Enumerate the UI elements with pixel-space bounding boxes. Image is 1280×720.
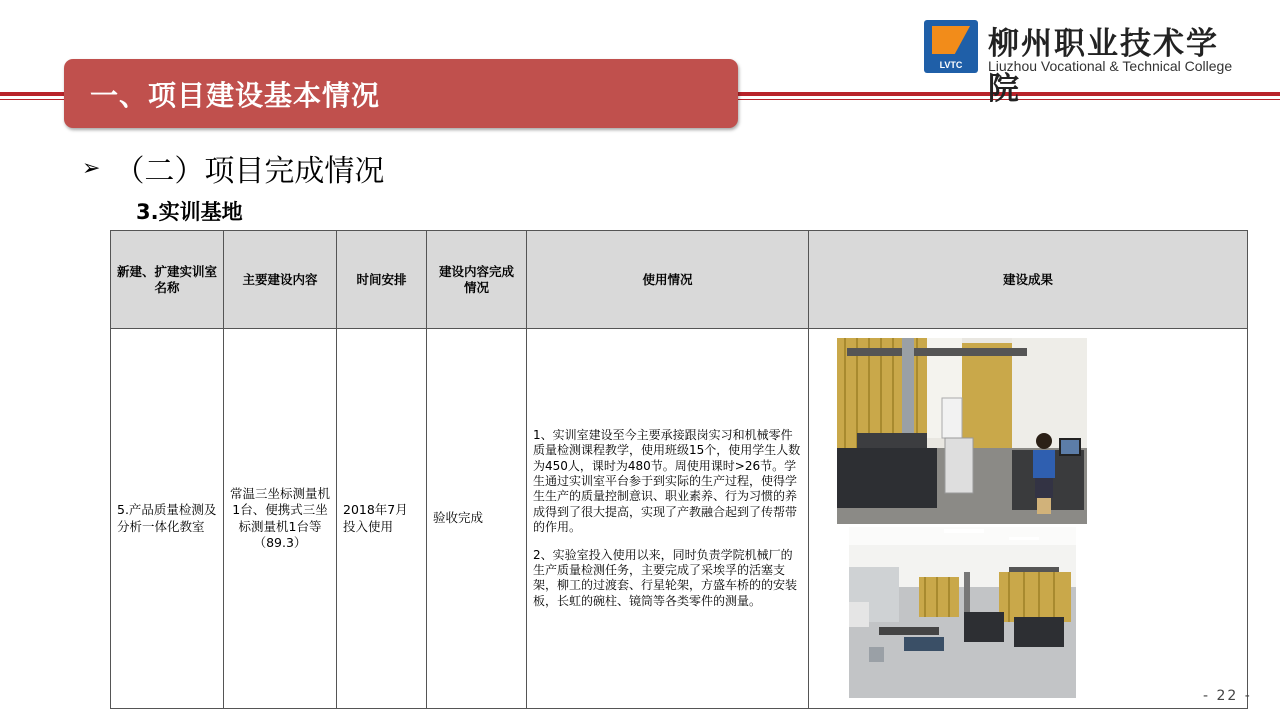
cell-completion: 验收完成	[427, 329, 527, 709]
training-base-table	[110, 230, 1248, 709]
usage-paragraph: 1、实训室建设至今主要承接跟岗实习和机械零件质量检测课程教学，使用班级15个，使用学生人数为450人，课时为480节。周使用课时>26节。学生通过实训室平台参于到实际的生产过程，使得学生生产的质量控制意识、职业素养、行为习惯的养成得到了很大提高，实现了产教融合起到了传帮带的作用。	[533, 428, 801, 535]
logo-badge-text: LVTC	[939, 60, 963, 70]
section-heading-text: （二）项目完成情况	[114, 154, 385, 189]
logo-name-cn: 柳州职业技术学院	[988, 26, 1219, 107]
sub-heading: 3.实训基地	[136, 200, 243, 224]
lvtc-logo-icon	[924, 20, 978, 73]
page-title: 一、项目建设基本情况	[90, 78, 381, 112]
logo-name-en: Liuzhou Vocational & Technical College	[988, 58, 1233, 74]
table-row	[111, 329, 1248, 709]
page-number: - 22 -	[1203, 688, 1252, 704]
cell-schedule: 2018年7月投入使用	[337, 329, 427, 709]
usage-paragraph: 2、实验室投入使用以来，同时负责学院机械厂的生产质量检测任务，主要完成了采埃孚的活塞支架，柳工的过渡套、行星轮架，方盛车桥的的安装板，长虹的碗柱、镜筒等各类零件的测量。	[533, 547, 798, 608]
lab-photo-2	[849, 527, 1076, 698]
column-header: 新建、扩建实训室名称	[111, 231, 224, 329]
cell-room-name: 5.产品质量检测及分析一体化教室	[111, 329, 224, 709]
column-header: 使用情况	[527, 231, 809, 329]
lab-photo-1	[837, 338, 1087, 524]
column-header: 建设内容完成情况	[427, 231, 527, 329]
cell-content: 常温三坐标测量机1台、便携式三坐标测量机1台等（89.3）	[224, 329, 337, 709]
college-logo	[922, 17, 1236, 107]
bullet-arrow-icon: ➢	[82, 155, 101, 181]
table-header-row	[111, 231, 1248, 329]
column-header: 主要建设内容	[224, 231, 337, 329]
column-header: 建设成果	[809, 231, 1248, 329]
cell-results	[809, 329, 1248, 709]
section-heading	[82, 146, 384, 190]
cell-usage	[527, 329, 809, 709]
title-banner	[64, 59, 738, 128]
column-header: 时间安排	[337, 231, 427, 329]
